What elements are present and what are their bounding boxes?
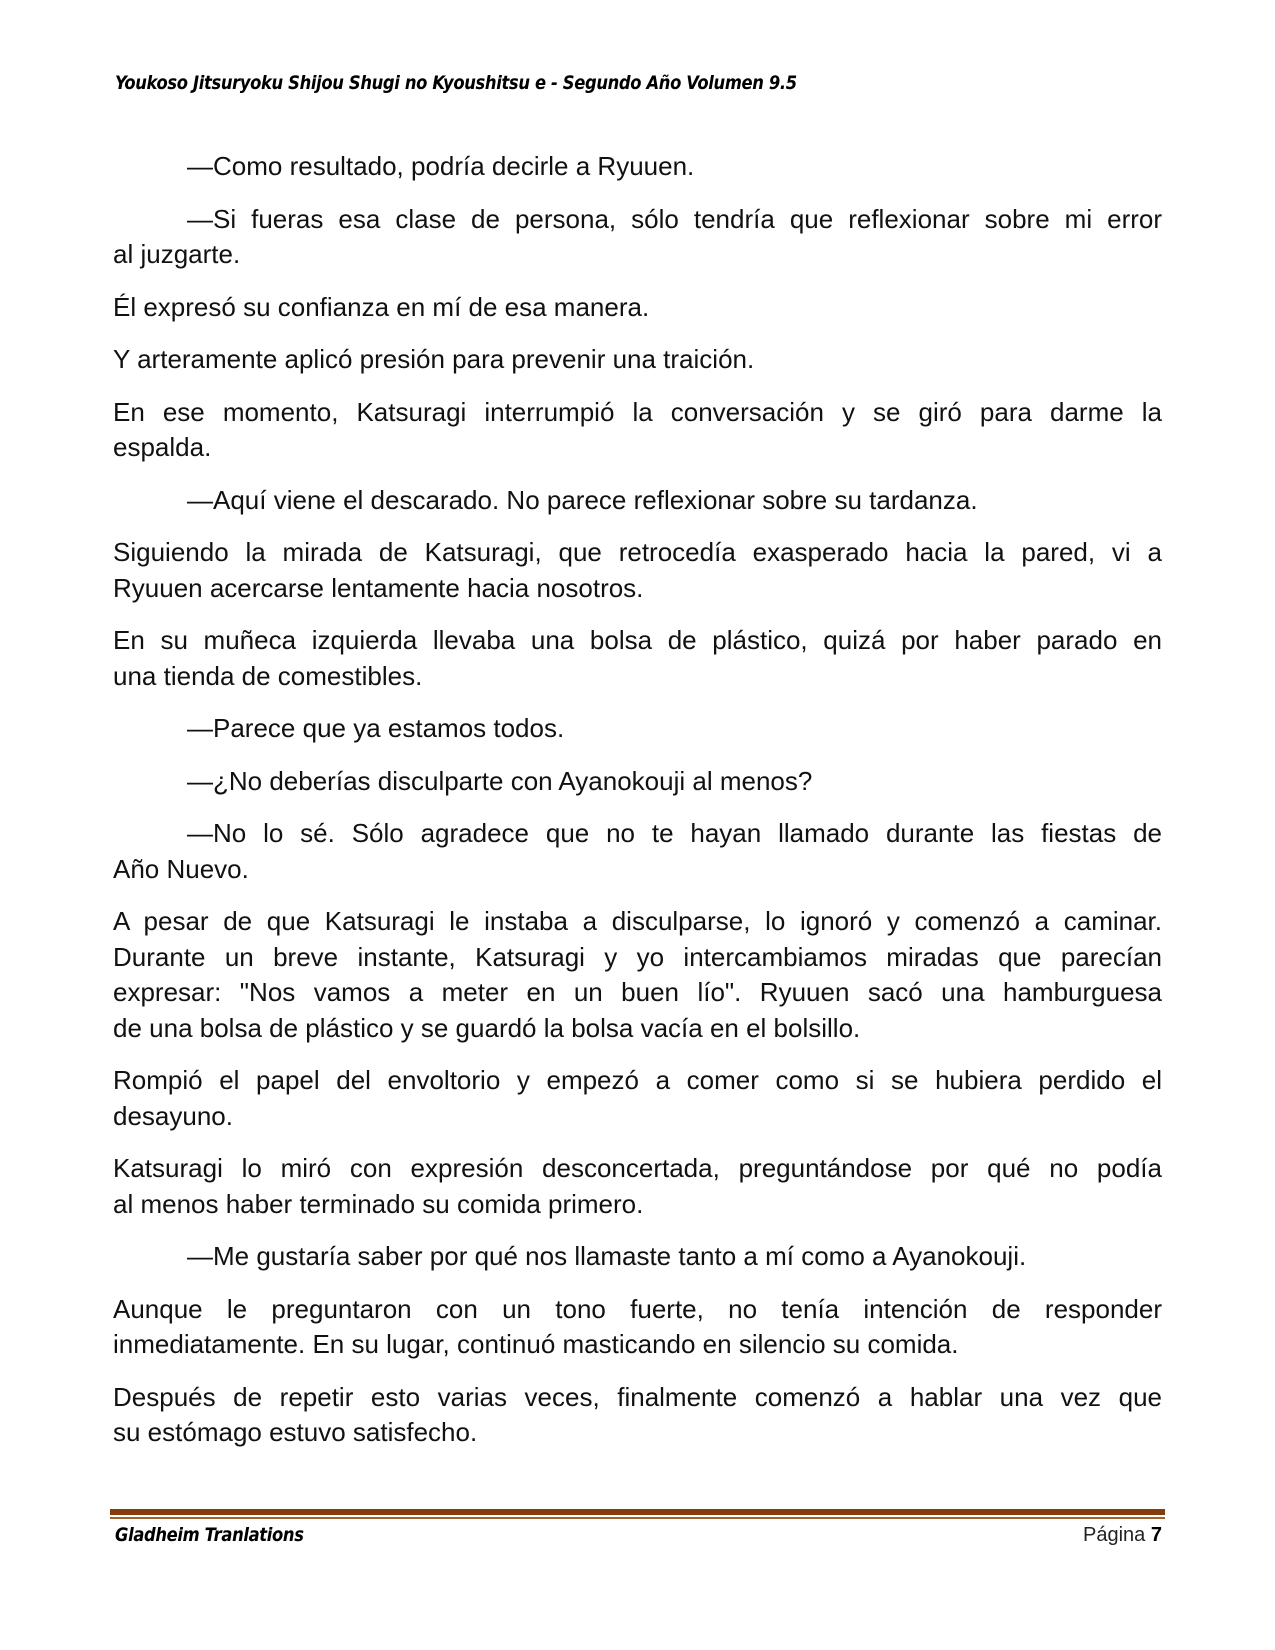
footer-publisher: Gladheim Tranlations: [115, 1524, 304, 1546]
paragraph: [113, 395, 1162, 466]
page-number: 7: [1150, 1524, 1162, 1546]
text-line: Él expresó su confianza en mí de esa manera.: [113, 291, 650, 322]
paragraph: [113, 816, 1162, 887]
text-line: Katsuragi lo miró con expresión desconcertada, preguntándose por qué no podía: [113, 1153, 1162, 1183]
text-line: —Me gustaría saber por qué nos llamaste tanto a mí como a Ayanokouji.: [187, 1241, 1027, 1271]
text-line: Año Nuevo.: [113, 853, 249, 884]
paragraph: [113, 1292, 1162, 1363]
text-line: Durante un breve instante, Katsuragi y yo intercambiamos miradas que parecían: [113, 941, 1162, 972]
paragraph: [113, 483, 1162, 519]
text-line: Después de repetir esto varias veces, finalmente comenzó a hablar una vez que: [113, 1381, 1162, 1412]
text-line: —¿No deberías disculparte con Ayanokouji al menos?: [187, 765, 813, 796]
text-line: Ryuuen acercarse lentamente hacia nosotros.: [113, 572, 644, 603]
paragraph: [113, 149, 1162, 185]
text-line: una tienda de comestibles.: [113, 660, 423, 691]
paragraph: [113, 623, 1162, 694]
footer-rule-thick: [110, 1509, 1165, 1515]
footer-rule-thin: [110, 1517, 1165, 1519]
text-line: desayuno.: [113, 1100, 233, 1131]
running-header: Youkoso Jitsuryoku Shijou Shugi no Kyoushitsu e - Segundo Año Volumen 9.5: [115, 72, 797, 94]
text-line: —Aquí viene el descarado. No parece reflexionar sobre su tardanza.: [187, 484, 978, 515]
text-line: —Como resultado, podría decirle a Ryuuen.: [187, 151, 695, 181]
paragraph: [113, 1380, 1162, 1451]
text-line: —No lo sé. Sólo agradece que no te hayan llamado durante las fiestas de: [187, 818, 1162, 848]
text-line: En su muñeca izquierda llevaba una bolsa de plástico, quizá por haber parado en: [113, 625, 1162, 655]
text-line: espalda.: [113, 432, 212, 462]
text-line: Y arteramente aplicó presión para prevenir una traición.: [113, 344, 755, 374]
paragraph: [113, 904, 1162, 1046]
paragraph: [113, 764, 1162, 800]
text-line: su estómago estuvo satisfecho.: [113, 1417, 478, 1447]
text-line: al menos haber terminado su comida primero.: [113, 1188, 644, 1219]
text-line: —Si fueras esa clase de persona, sólo tendría que reflexionar sobre mi error: [187, 203, 1162, 234]
text-line: inmediatamente. En su lugar, continuó masticando en silencio su comida.: [113, 1329, 959, 1359]
paragraph: [113, 1239, 1162, 1275]
text-line: Rompió el papel del envoltorio y empezó a comer como si se hubiera perdido el: [113, 1065, 1162, 1095]
text-line: Aunque le preguntaron con un tono fuerte, no tenía intención de responder: [113, 1293, 1162, 1324]
body-text: [113, 149, 1162, 1468]
footer-page-indicator: [1083, 1524, 1162, 1547]
paragraph: [113, 711, 1162, 747]
text-line: al juzgarte.: [113, 239, 241, 269]
page-label: Página: [1083, 1524, 1146, 1546]
paragraph: [113, 1151, 1162, 1222]
paragraph: [113, 202, 1162, 273]
paragraph: [113, 1063, 1162, 1134]
paragraph: [113, 342, 1162, 378]
text-line: de una bolsa de plástico y se guardó la bolsa vacía en el bolsillo.: [113, 1012, 861, 1043]
text-line: expresar: "Nos vamos a meter en un buen lío". Ryuuen sacó una hamburguesa: [113, 977, 1162, 1007]
paragraph: [113, 535, 1162, 606]
text-line: En ese momento, Katsuragi interrumpió la conversación y se giró para darme la: [113, 396, 1162, 427]
paragraph: [113, 290, 1162, 326]
text-line: A pesar de que Katsuragi le instaba a disculparse, lo ignoró y comenzó a caminar.: [113, 906, 1162, 936]
text-line: Siguiendo la mirada de Katsuragi, que retrocedía exasperado hacia la pared, vi a: [113, 537, 1162, 567]
text-line: —Parece que ya estamos todos.: [187, 713, 565, 743]
